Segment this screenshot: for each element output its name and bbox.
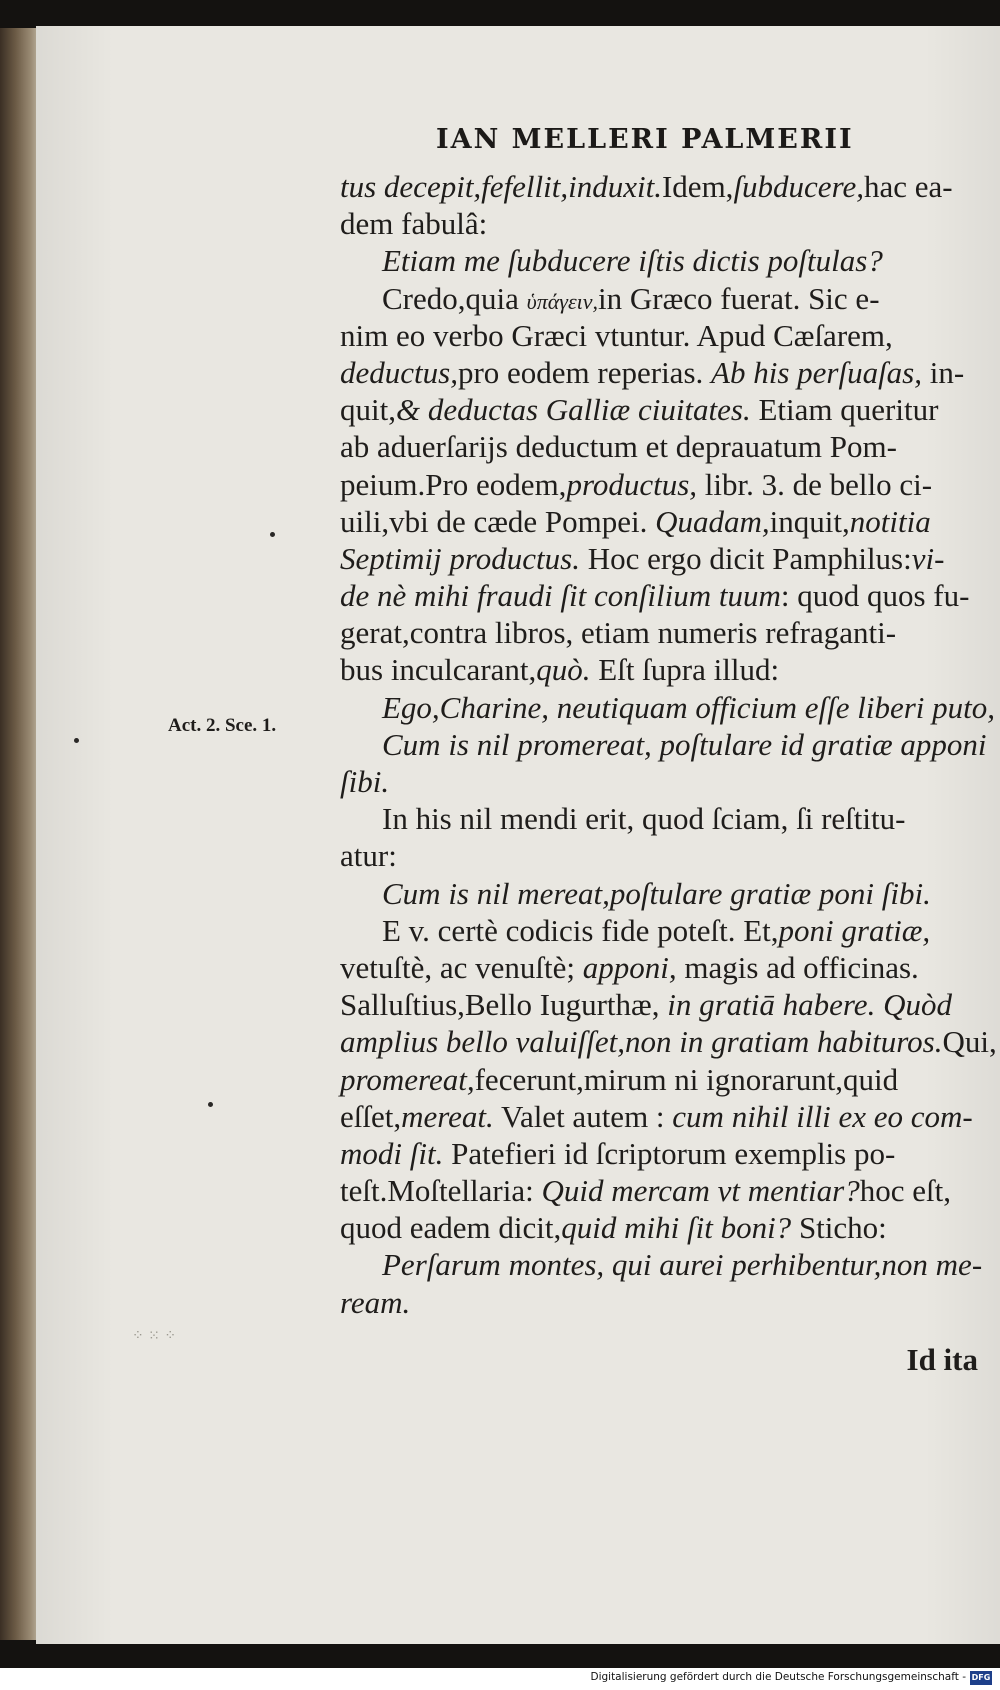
quotation-line: Cum is nil promereat, poſtulare id gratiæ apponi	[382, 726, 987, 762]
text-line: atur:	[340, 838, 397, 874]
ink-speck	[208, 1102, 213, 1107]
quotation-line: ream.	[340, 1284, 411, 1320]
paper-stain: ⁘ ⁙ ⁘	[132, 1328, 177, 1344]
text-line: deductus,pro eodem reperias. Ab his perſuaſas, in-	[340, 354, 965, 390]
greek-word: ὑπάγειν,	[526, 288, 599, 314]
text-line: uili,vbi de cæde Pompei. Quadam,inquit,notitia	[340, 503, 931, 539]
quotation-line: Perſarum montes, qui aurei perhibentur,non me-	[382, 1247, 983, 1283]
text-line: dem fabulâ:	[340, 206, 488, 242]
text-line: Septimij productus. Hoc ergo dicit Pamphilus:vi-	[340, 540, 945, 576]
text-line: gerat,contra libros, etiam numeris refraganti-	[340, 615, 897, 651]
text-line: quod eadem dicit,quid mihi ſit boni? Sticho:	[340, 1210, 887, 1246]
quotation-line: Etiam me ſubducere iſtis dictis poſtulas?	[382, 243, 883, 279]
text-line: tus decepit,fefellit,induxit.Idem,ſubducere,hac ea-	[340, 169, 953, 204]
text-line: Salluſtius,Bello Iugurthæ, in gratiā habere. Quòd	[340, 987, 952, 1023]
margin-note: Act. 2. Sce. 1.	[168, 715, 277, 736]
running-head: IAN MELLERI PALMERII	[436, 124, 854, 155]
text-line: amplius bello valuiſſet,non in gratiam habituros.Qui,	[340, 1024, 997, 1060]
text-line: peium.Pro eodem,productus, libr. 3. de bello ci-	[340, 466, 933, 502]
text-line: Credo,quia ὑπάγειν,in Græco fuerat. Sic e-	[382, 280, 880, 316]
text-line: nim eo verbo Græci vtuntur. Apud Cæſarem,	[340, 317, 893, 353]
text-line: bus inculcarant,quò. Eſt ſupra illud:	[340, 652, 780, 688]
main-text-block	[340, 168, 997, 1378]
text-line: teſt.Moſtellaria: Quid mercam vt mentiar?hoc eſt,	[340, 1173, 951, 1209]
dfg-logo-icon: DFG	[970, 1671, 992, 1685]
text-line: ab aduerſarijs deductum et deprauatum Pom-	[340, 429, 897, 465]
text-line: quit,& deductas Galliæ ciuitates. Etiam queritur	[340, 392, 939, 428]
catchword: Id ita	[906, 1341, 978, 1377]
text-line: de nè mihi fraudi ſit conſilium tuum: quod quos fu-	[340, 578, 970, 614]
text-line: eſſet,mereat. Valet autem : cum nihil illi ex eo com-	[340, 1098, 973, 1134]
ink-speck	[74, 738, 79, 743]
quotation-line: Cum is nil mereat,poſtulare gratiæ poni ſibi.	[382, 875, 931, 911]
text-line: In his nil mendi erit, quod ſciam, ſi reſtitu-	[382, 801, 906, 837]
ink-speck	[270, 532, 275, 537]
text-line: E v. certè codicis fide poteſt. Et,poni gratiæ,	[382, 912, 931, 948]
footer-credit: Digitalisierung gefördert durch die Deutsche Forschungsgemeinschaft -	[590, 1671, 966, 1683]
quotation-line: Ego,Charine, neutiquam officium eſſe liberi puto,	[382, 689, 996, 725]
text-line: vetuſtè, ac venuſtè; apponi, magis ad officinas.	[340, 949, 919, 985]
text-line: modi ſit. Patefieri id ſcriptorum exemplis po-	[340, 1135, 896, 1171]
text-line: promereat,fecerunt,mirum ni ignorarunt,quid	[340, 1061, 899, 1097]
quotation-line: ſibi.	[340, 764, 390, 799]
footer-bar	[0, 1668, 1000, 1690]
